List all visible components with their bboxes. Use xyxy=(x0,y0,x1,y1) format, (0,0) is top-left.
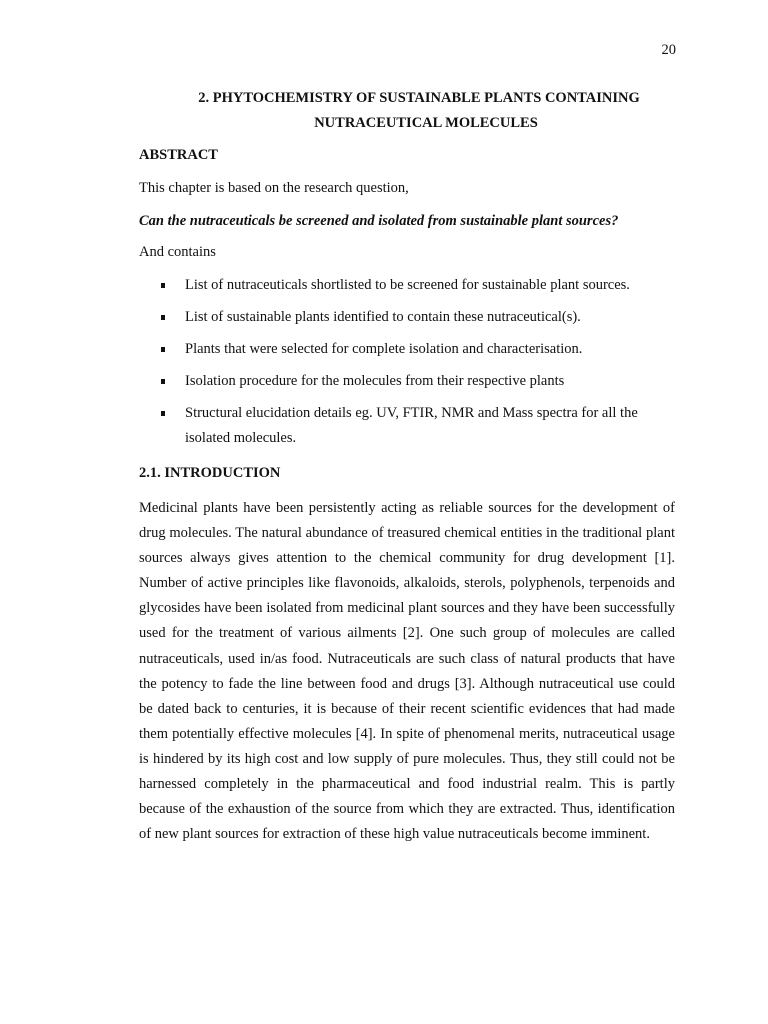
introduction-paragraph: Medicinal plants have been persistently acting as reliable sources for the development of drug molecules. The natural abundance of treasured chemical entities in the traditional plant sources always gives attention to the chemical community for drug development [1]. Number of active principles like flavonoids, alkaloids, sterols, polyphenols, terpenoids and glycosides have been isolated from medicinal plant sources and they have been successfully used for the treatment of various ailments [2]. One such group of molecules are called nutraceuticals, used in/as food. Nutraceuticals are such class of natural products that have the potency to fade the line between food and drugs [3]. Although nutraceutical use could be dated back to centuries, it is because of their recent scientific evidences that had made them potentially effective molecules [4]. In spite of phenomenal merits, nutraceutical usage is hindered by its high cost and low supply of pure molecules. Thus, they still could not be harnessed completely in the pharmaceutical and food industrial realm. This is partly because of the exhaustion of the source from which they are extracted. Thus, identification of new plant sources for extraction of these high value nutraceuticals become imminent. xyxy=(139,500,675,843)
bullet-icon xyxy=(161,315,165,320)
list-item xyxy=(139,401,675,451)
list-item-text: Structural elucidation details eg. UV, FTIR, NMR and Mass spectra for all the isolated molecules. xyxy=(185,405,638,446)
list-item xyxy=(139,337,675,362)
bullet-icon xyxy=(161,379,165,384)
list-item-text: List of sustainable plants identified to contain these nutraceutical(s). xyxy=(185,309,581,325)
abstract-bullet-list xyxy=(139,273,675,451)
list-item-text: Isolation procedure for the molecules from their respective plants xyxy=(185,373,565,389)
page-number: 20 xyxy=(661,42,676,58)
list-item xyxy=(139,305,675,330)
chapter-title-line-2: NUTRACEUTICAL MOLECULES xyxy=(314,115,538,131)
research-question: Can the nutraceuticals be screened and isolated from sustainable plant sources? xyxy=(139,213,619,229)
abstract-heading: ABSTRACT xyxy=(139,147,218,163)
chapter-title-line-1: 2. PHYTOCHEMISTRY OF SUSTAINABLE PLANTS CONTAINING xyxy=(198,90,640,106)
bullet-icon xyxy=(161,411,165,416)
bullet-icon xyxy=(161,283,165,288)
contains-label: And contains xyxy=(139,244,216,260)
chapter-title xyxy=(139,86,675,136)
bullet-icon xyxy=(161,347,165,352)
list-item-text: Plants that were selected for complete isolation and characterisation. xyxy=(185,341,583,357)
list-item xyxy=(139,369,675,394)
document-body xyxy=(139,86,675,847)
abstract-intro: This chapter is based on the research question, xyxy=(139,180,409,196)
list-item-text: List of nutraceuticals shortlisted to be screened for sustainable plant sources. xyxy=(185,277,630,293)
list-item xyxy=(139,273,675,298)
introduction-heading: 2.1. INTRODUCTION xyxy=(139,465,281,481)
